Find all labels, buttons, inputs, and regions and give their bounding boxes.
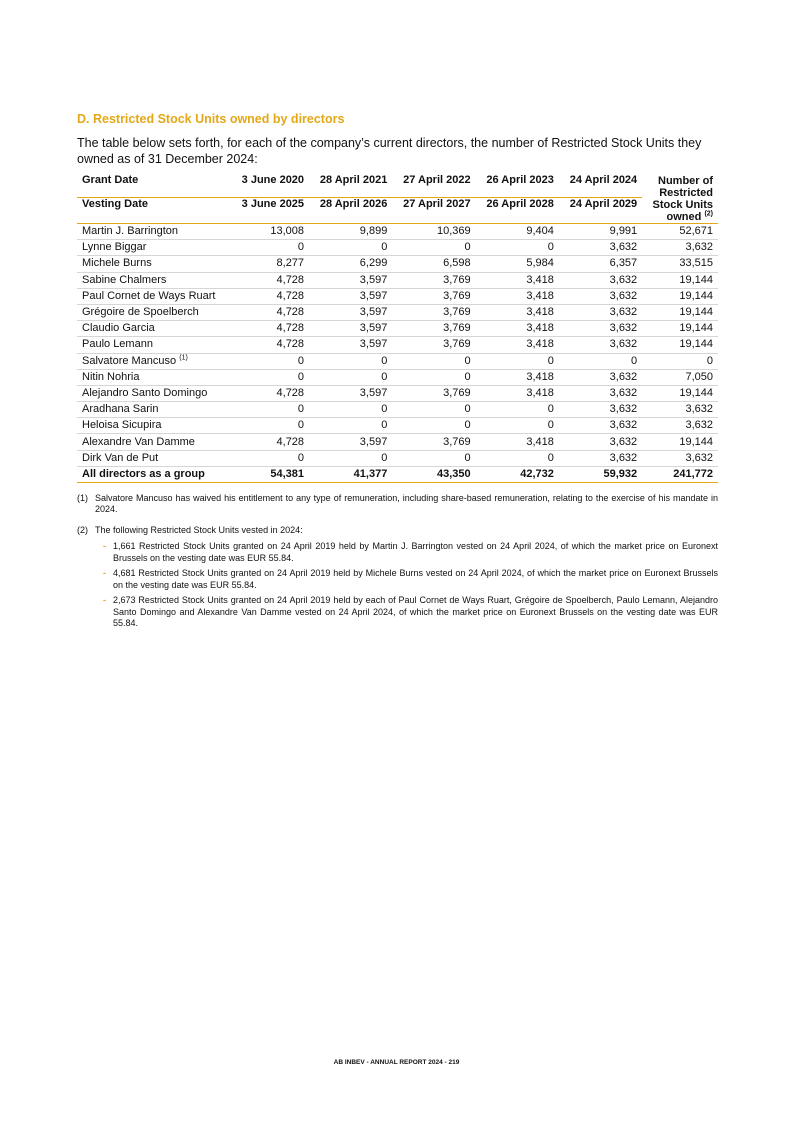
director-name <box>77 288 231 304</box>
director-name <box>77 434 231 450</box>
footnotes <box>77 493 718 634</box>
director-name <box>77 256 231 272</box>
rsu-cell: 6,299 <box>309 256 392 272</box>
director-name <box>77 240 231 256</box>
rsu-cell: 4,728 <box>231 304 309 320</box>
rsu-cell: 3,597 <box>309 385 392 401</box>
rsu-cell: 0 <box>309 402 392 418</box>
table-row <box>77 369 718 385</box>
owned-total-cell: 3,632 <box>642 240 718 256</box>
director-name-text: Alejandro Santo Domingo <box>82 386 208 399</box>
rsu-cell: 9,899 <box>309 224 392 240</box>
vesting-date-label: Vesting Date <box>77 197 231 223</box>
bullet-text: 4,681 Restricted Stock Units granted on 24 April 2019 held by Michele Burns vested on 24 April 2024, of which the market price on Euronext Brussels on the vesting date was EUR 55.84. <box>113 568 718 590</box>
rsu-cell: 3,418 <box>476 337 559 353</box>
owned-total-cell: 3,632 <box>642 418 718 434</box>
director-name <box>77 369 231 385</box>
rsu-cell: 3,769 <box>392 337 475 353</box>
director-name-text: Dirk Van de Put <box>82 451 159 464</box>
vesting-date-5: 24 April 2029 <box>559 197 642 223</box>
owned-total-cell: 19,144 <box>642 434 718 450</box>
rsu-cell: 3,418 <box>476 321 559 337</box>
rsu-cell: 3,632 <box>559 240 642 256</box>
rsu-cell: 3,632 <box>559 450 642 466</box>
bullet-text: 1,661 Restricted Stock Units granted on 24 April 2019 held by Martin J. Barrington vested on 24 April 2024, of which the market price on Euronext Brussels on the vesting date was EUR 55.84. <box>113 541 718 563</box>
table-row <box>77 272 718 288</box>
rsu-cell: 4,728 <box>231 434 309 450</box>
rsu-cell: 3,597 <box>309 434 392 450</box>
director-name <box>77 337 231 353</box>
owned-total-cell: 19,144 <box>642 288 718 304</box>
rsu-cell: 0 <box>309 418 392 434</box>
director-name <box>77 224 231 240</box>
total-value: 42,732 <box>476 466 559 482</box>
rsu-cell: 0 <box>309 240 392 256</box>
owned-total-cell: 33,515 <box>642 256 718 272</box>
rsu-cell: 0 <box>231 402 309 418</box>
footnote-mark: (1) <box>77 492 88 503</box>
total-value: 43,350 <box>392 466 475 482</box>
footnote-mark: (2) <box>77 524 88 535</box>
rsu-cell: 3,632 <box>559 385 642 401</box>
dash-bullet-icon: - <box>103 595 106 606</box>
footnote <box>77 525 718 634</box>
bullet-text: 2,673 Restricted Stock Units granted on 24 April 2019 held by each of Paul Cornet de Ways Ruart, Grégoire de Spoelberch, Paulo Lemann, Alejandro Santo Domingo and Alexandre Van Damme vested on 24 April 2024, of which the market price on Euronext Brussels on the vesting date was EUR 55.84. <box>113 595 718 629</box>
rsu-cell: 0 <box>392 353 475 369</box>
table-row <box>77 240 718 256</box>
list-item <box>95 568 718 591</box>
rsu-cell: 3,632 <box>559 402 642 418</box>
rsu-cell: 0 <box>476 450 559 466</box>
owned-header <box>642 174 718 224</box>
owned-total-cell: 0 <box>642 353 718 369</box>
rsu-cell: 0 <box>231 369 309 385</box>
list-item <box>95 541 718 564</box>
rsu-cell: 5,984 <box>476 256 559 272</box>
rsu-cell: 6,598 <box>392 256 475 272</box>
director-name-text: Lynne Biggar <box>82 241 147 254</box>
owned-total-cell: 3,632 <box>642 450 718 466</box>
page-content <box>77 112 718 643</box>
director-name <box>77 353 231 369</box>
table-row <box>77 434 718 450</box>
director-name-text: Claudio Garcia <box>82 322 155 335</box>
table-row <box>77 402 718 418</box>
dash-bullet-icon: - <box>103 541 106 552</box>
total-value: 54,381 <box>231 466 309 482</box>
rsu-cell: 3,632 <box>559 418 642 434</box>
director-name-text: Nitin Nohria <box>82 370 140 383</box>
rsu-cell: 3,597 <box>309 288 392 304</box>
rsu-cell: 0 <box>476 240 559 256</box>
footnote-ref: (1) <box>179 353 188 361</box>
owned-header-line-2: Restricted <box>659 187 713 199</box>
rsu-cell: 3,418 <box>476 369 559 385</box>
rsu-cell: 9,991 <box>559 224 642 240</box>
director-name <box>77 385 231 401</box>
rsu-cell: 3,769 <box>392 321 475 337</box>
footnote-body <box>95 493 718 516</box>
director-name <box>77 321 231 337</box>
owned-header-line-4: owned <box>666 211 702 223</box>
director-name-text: Heloisa Sicupira <box>82 419 162 432</box>
rsu-cell: 6,357 <box>559 256 642 272</box>
rsu-cell: 4,728 <box>231 288 309 304</box>
table-row <box>77 256 718 272</box>
rsu-cell: 0 <box>392 402 475 418</box>
rsu-cell: 3,769 <box>392 434 475 450</box>
rsu-cell: 0 <box>476 402 559 418</box>
rsu-cell: 3,632 <box>559 434 642 450</box>
grant-date-3: 27 April 2022 <box>392 174 475 197</box>
footnote-body <box>95 525 718 634</box>
director-name-text: Alexandre Van Damme <box>82 435 195 448</box>
rsu-cell: 3,632 <box>559 288 642 304</box>
rsu-cell: 3,632 <box>559 321 642 337</box>
director-name <box>77 450 231 466</box>
vesting-date-4: 26 April 2028 <box>476 197 559 223</box>
vesting-date-2: 28 April 2026 <box>309 197 392 223</box>
grant-date-row <box>77 174 718 197</box>
vesting-date-1: 3 June 2025 <box>231 197 309 223</box>
director-name-text: Paul Cornet de Ways Ruart <box>82 289 216 302</box>
total-row <box>77 466 718 482</box>
total-value: 41,377 <box>309 466 392 482</box>
owned-header-line-3: Stock Units <box>652 199 713 211</box>
rsu-cell: 0 <box>392 240 475 256</box>
page-footer: AB INBEV - ANNUAL REPORT 2024 - 219 <box>333 1059 460 1066</box>
rsu-cell: 3,597 <box>309 304 392 320</box>
owned-total-cell: 19,144 <box>642 272 718 288</box>
footnote <box>77 493 718 516</box>
director-rows <box>77 224 718 467</box>
table-row <box>77 353 718 369</box>
rsu-cell: 0 <box>476 418 559 434</box>
rsu-cell: 4,728 <box>231 385 309 401</box>
rsu-cell: 3,597 <box>309 337 392 353</box>
rsu-cell: 0 <box>392 369 475 385</box>
rsu-cell: 0 <box>309 353 392 369</box>
director-name-text: Salvatore Mancuso <box>82 354 177 367</box>
vesting-date-row <box>77 197 718 223</box>
owned-total-cell: 52,671 <box>642 224 718 240</box>
rsu-cell: 3,769 <box>392 304 475 320</box>
table-row <box>77 304 718 320</box>
rsu-cell: 4,728 <box>231 321 309 337</box>
rsu-cell: 3,597 <box>309 321 392 337</box>
footnote-text: The following Restricted Stock Units vested in 2024: <box>95 524 303 535</box>
owned-total-cell: 19,144 <box>642 304 718 320</box>
owned-total-cell: 19,144 <box>642 385 718 401</box>
rsu-cell: 0 <box>559 353 642 369</box>
total-owned: 241,772 <box>642 466 718 482</box>
table-row <box>77 418 718 434</box>
director-name <box>77 402 231 418</box>
dash-bullet-icon: - <box>103 568 106 579</box>
table-row <box>77 385 718 401</box>
director-name-text: Grégoire de Spoelberch <box>82 306 199 319</box>
rsu-cell: 13,008 <box>231 224 309 240</box>
rsu-cell: 4,728 <box>231 272 309 288</box>
rsu-cell: 0 <box>231 450 309 466</box>
table-row <box>77 450 718 466</box>
grant-date-1: 3 June 2020 <box>231 174 309 197</box>
footnote-bullets <box>95 541 718 630</box>
rsu-cell: 0 <box>231 418 309 434</box>
rsu-cell: 3,632 <box>559 369 642 385</box>
grant-date-5: 24 April 2024 <box>559 174 642 197</box>
footnote-text: Salvatore Mancuso has waived his entitlement to any type of remuneration, including share-based remuneration, relating to the exercise of his mandate in 2024. <box>95 492 718 515</box>
rsu-cell: 3,418 <box>476 272 559 288</box>
director-name <box>77 272 231 288</box>
rsu-cell: 3,418 <box>476 288 559 304</box>
rsu-cell: 3,632 <box>559 304 642 320</box>
rsu-cell: 0 <box>231 240 309 256</box>
table-row <box>77 288 718 304</box>
rsu-cell: 3,769 <box>392 385 475 401</box>
owned-total-cell: 3,632 <box>642 402 718 418</box>
rsu-cell: 3,632 <box>559 272 642 288</box>
table-row <box>77 224 718 240</box>
director-name-text: Sabine Chalmers <box>82 273 167 286</box>
rsu-cell: 3,418 <box>476 434 559 450</box>
rsu-cell: 3,632 <box>559 337 642 353</box>
table-row <box>77 337 718 353</box>
grant-date-label: Grant Date <box>77 174 231 197</box>
rsu-cell: 4,728 <box>231 337 309 353</box>
rsu-cell: 3,769 <box>392 288 475 304</box>
total-value: 59,932 <box>559 466 642 482</box>
director-name-text: Martin J. Barrington <box>82 225 178 238</box>
owned-total-cell: 7,050 <box>642 369 718 385</box>
rsu-cell: 10,369 <box>392 224 475 240</box>
rsu-table <box>77 174 718 483</box>
table-row <box>77 321 718 337</box>
director-name-text: Michele Burns <box>82 257 152 270</box>
rsu-cell: 0 <box>231 353 309 369</box>
owned-total-cell: 19,144 <box>642 337 718 353</box>
rsu-cell: 3,769 <box>392 272 475 288</box>
director-name <box>77 304 231 320</box>
rsu-cell: 0 <box>392 450 475 466</box>
director-name-text: Aradhana Sarin <box>82 403 159 416</box>
rsu-cell: 8,277 <box>231 256 309 272</box>
grant-date-2: 28 April 2021 <box>309 174 392 197</box>
section-title: D. Restricted Stock Units owned by directors <box>77 112 345 126</box>
rsu-cell: 0 <box>309 450 392 466</box>
director-name <box>77 418 231 434</box>
rsu-cell: 0 <box>392 418 475 434</box>
vesting-date-3: 27 April 2027 <box>392 197 475 223</box>
rsu-cell: 3,418 <box>476 385 559 401</box>
rsu-cell: 3,418 <box>476 304 559 320</box>
owned-total-cell: 19,144 <box>642 321 718 337</box>
intro-paragraph: The table below sets forth, for each of the company’s current directors, the number of Restricted Stock Units they owned as of 31 December 2024: <box>77 136 702 166</box>
owned-header-line-1: Number of <box>658 175 713 187</box>
rsu-cell: 0 <box>476 353 559 369</box>
rsu-cell: 3,597 <box>309 272 392 288</box>
list-item <box>95 595 718 630</box>
rsu-cell: 0 <box>309 369 392 385</box>
owned-footnote-ref: (2) <box>704 210 713 218</box>
total-label: All directors as a group <box>77 466 231 482</box>
rsu-cell: 9,404 <box>476 224 559 240</box>
grant-date-4: 26 April 2023 <box>476 174 559 197</box>
director-name-text: Paulo Lemann <box>82 338 153 351</box>
